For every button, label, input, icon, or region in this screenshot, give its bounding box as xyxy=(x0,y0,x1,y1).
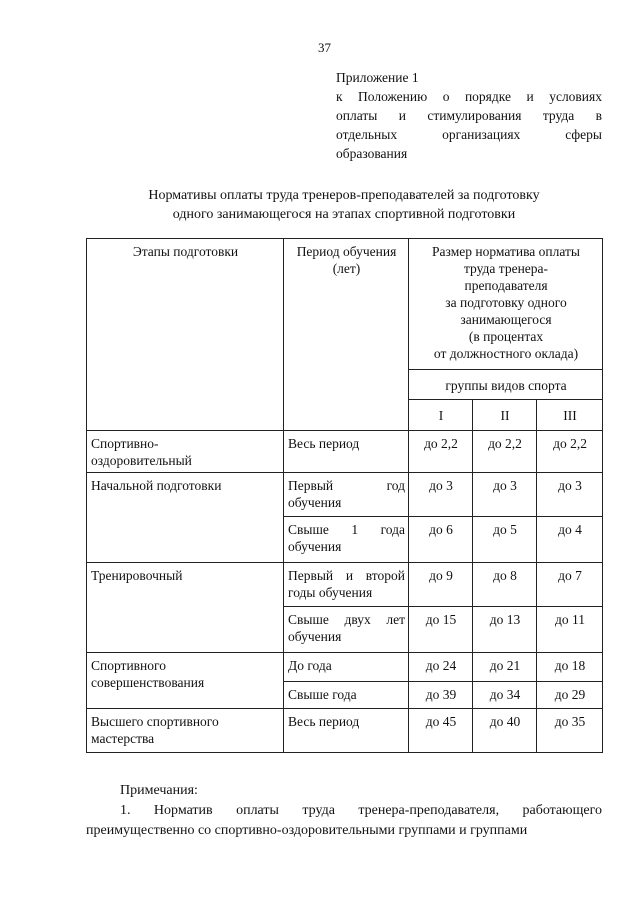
value-cell: до 15 xyxy=(409,607,473,653)
header-norm-line: за подготовку одного xyxy=(445,295,567,310)
period-line: Свыше года xyxy=(288,687,357,702)
period-cell xyxy=(284,682,409,709)
stage-line: оздоровительный xyxy=(91,453,192,468)
document-title xyxy=(86,186,602,224)
table-row xyxy=(87,653,603,682)
stage-line: Высшего спортивного xyxy=(91,714,219,729)
header-period-line: (лет) xyxy=(332,261,361,276)
document-title-line: одного занимающегося на этапах спортивной подготовки xyxy=(172,207,516,222)
table-row xyxy=(87,431,603,473)
period-line: Свыше 1 года xyxy=(288,522,405,537)
value-cell: до 4 xyxy=(537,517,603,563)
value-cell: до 2,2 xyxy=(473,431,537,473)
value-cell: до 2,2 xyxy=(537,431,603,473)
header-groups: группы видов спорта xyxy=(409,370,603,400)
value-cell: до 40 xyxy=(473,709,537,753)
header-stages: Этапы подготовки xyxy=(87,239,284,431)
header-period xyxy=(284,239,409,431)
stage-cell xyxy=(87,653,284,709)
appendix-line: оплаты и стимулирования труда в xyxy=(336,108,602,123)
header-group-col: I xyxy=(409,400,473,431)
appendix-line: к Положению о порядке и условиях xyxy=(336,89,602,104)
period-line: Свыше двух лет xyxy=(288,612,405,627)
period-line: Весь период xyxy=(288,436,360,451)
table-row xyxy=(87,473,603,517)
header-group-col: II xyxy=(473,400,537,431)
period-cell xyxy=(284,563,409,607)
value-cell: до 21 xyxy=(473,653,537,682)
header-norm-line: труда тренера- xyxy=(463,261,549,276)
appendix-line: отдельных организациях сферы xyxy=(336,127,602,142)
value-cell: до 3 xyxy=(409,473,473,517)
stage-line: Начальной подготовки xyxy=(91,478,222,493)
header-norm xyxy=(409,239,603,370)
period-line: Первый год xyxy=(288,478,405,493)
header-norm-line: от должностного оклада) xyxy=(433,346,579,361)
value-cell: до 9 xyxy=(409,563,473,607)
value-cell: до 5 xyxy=(473,517,537,563)
value-cell: до 7 xyxy=(537,563,603,607)
value-cell: до 24 xyxy=(409,653,473,682)
header-norm-line: занимающегося xyxy=(460,312,552,327)
header-group-col: III xyxy=(537,400,603,431)
header-period-line: Период обучения xyxy=(296,244,397,259)
period-line: обучения xyxy=(288,629,342,644)
period-cell xyxy=(284,517,409,563)
stage-line: мастерства xyxy=(91,731,155,746)
value-cell: до 45 xyxy=(409,709,473,753)
period-cell xyxy=(284,607,409,653)
document-title-line: Нормативы оплаты труда тренеров-преподавателей за подготовку xyxy=(148,188,540,203)
period-line: годы обучения xyxy=(288,585,373,600)
period-line: Весь период xyxy=(288,714,360,729)
value-cell: до 13 xyxy=(473,607,537,653)
page-number: 37 xyxy=(318,40,331,55)
table-row xyxy=(87,563,603,607)
notes-section xyxy=(86,781,602,841)
value-cell: до 8 xyxy=(473,563,537,607)
period-cell xyxy=(284,431,409,473)
value-cell: до 3 xyxy=(473,473,537,517)
table-header-row xyxy=(87,239,603,370)
value-cell: до 6 xyxy=(409,517,473,563)
period-line: До года xyxy=(288,658,332,673)
value-cell: до 39 xyxy=(409,682,473,709)
notes-heading: Примечания: xyxy=(120,783,198,798)
value-cell: до 18 xyxy=(537,653,603,682)
period-cell xyxy=(284,709,409,753)
header-norm-line: преподавателя xyxy=(464,278,548,293)
appendix-line: образования xyxy=(336,146,408,161)
value-cell: до 11 xyxy=(537,607,603,653)
value-cell: до 34 xyxy=(473,682,537,709)
stage-line: Спортивно- xyxy=(91,436,159,451)
stage-cell xyxy=(87,709,284,753)
appendix-heading xyxy=(336,68,602,163)
stage-cell xyxy=(87,563,284,653)
value-cell: до 29 xyxy=(537,682,603,709)
value-cell: до 2,2 xyxy=(409,431,473,473)
norms-table xyxy=(86,238,603,753)
table-row xyxy=(87,709,603,753)
period-line: Первый и второй xyxy=(288,568,405,583)
stage-cell xyxy=(87,431,284,473)
period-line: обучения xyxy=(288,539,342,554)
period-cell xyxy=(284,653,409,682)
stage-line: Спортивного xyxy=(91,658,166,673)
header-norm-line: Размер норматива оплаты xyxy=(432,244,580,259)
value-cell: до 3 xyxy=(537,473,603,517)
notes-paragraph: 1. Норматив оплаты труда тренера-преподавателя, работающего преимущественно со спортивно-оздоровительными группами и группами xyxy=(86,803,602,838)
stage-cell xyxy=(87,473,284,563)
value-cell: до 35 xyxy=(537,709,603,753)
appendix-title: Приложение 1 xyxy=(336,70,419,85)
header-norm-line: (в процентах xyxy=(468,329,544,344)
stage-line: Тренировочный xyxy=(91,568,183,583)
stage-line: совершенствования xyxy=(91,675,205,690)
period-cell xyxy=(284,473,409,517)
period-line: обучения xyxy=(288,495,342,510)
